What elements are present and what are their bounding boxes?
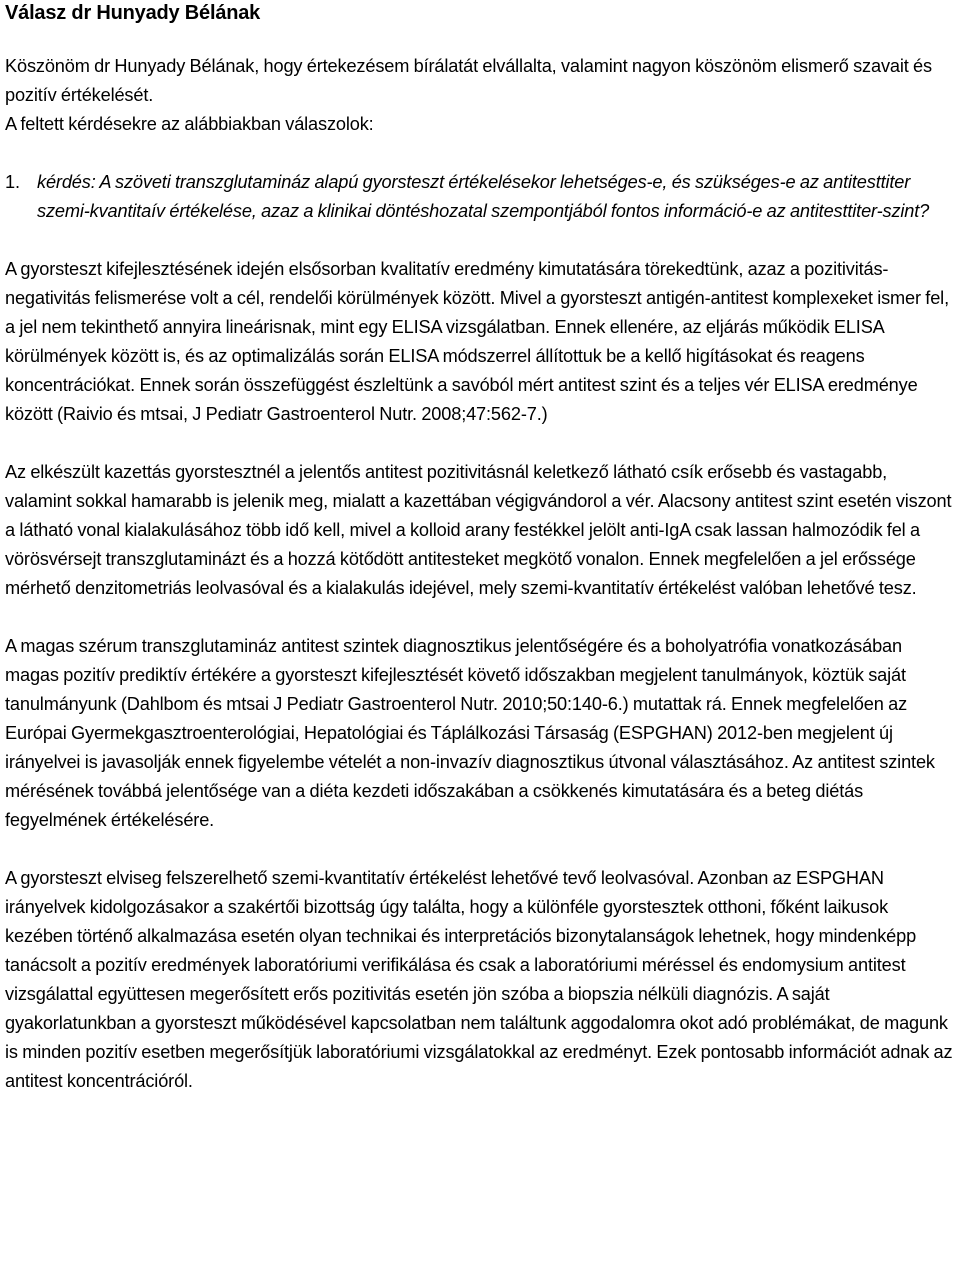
- intro-thanks: Köszönöm dr Hunyady Bélának, hogy értekezésem bírálatát elvállalta, valamint nagyon köszönöm elismerő szavait és pozitív értékelését.: [5, 56, 932, 105]
- answer-paragraph-2: Az elkészült kazettás gyorstesztnél a jelentős antitest pozitivitásnál keletkező látható csík erősebb és vastagabb, valamint sokkal hamarabb is jelenik meg, mialatt a kazettában végigvándorol a vér. Alacsony antitest szint esetén viszont a látható vonal kialakulásához több idő kell, mivel a kolloid arany festékkel jelölt anti-IgA csak lassan halmozódik fel a vörösvérsejt transzglutaminázt és a hozzá kötődött antitesteket megkötő vonalon. Ennek megfelelően a jel erőssége mérhető denzitometriás leolvasóval és a kialakulás idejével, mely szemi-kvantitatív értékelést valóban lehetővé tesz.: [5, 462, 952, 598]
- document-title: Válasz dr Hunyady Bélának: [5, 2, 261, 24]
- question-number: 1.: [5, 172, 20, 192]
- answer-paragraph-1: A gyorsteszt kifejlesztésének idején elsősorban kvalitatív eredmény kimutatására törekedtünk, azaz a pozitivitás-negativitás felismerése volt a cél, rendelői körülmények között. Mivel a gyorsteszt antigén-antitest komplexeket ismer fel, a jel nem tekinthető annyira lineárisnak, mint egy ELISA vizsgálatban. Ennek ellenére, az eljárás működik ELISA körülmények között is, és az optimalizálás során ELISA módszerrel állítottuk be a kellő higításokat és reagens koncentrációkat. Ennek során összefüggést észleltünk a savóból mért antitest szint és a teljes vér ELISA eredménye között (Raivio és mtsai, J Pediatr Gastroenterol Nutr. 2008;47:562-7.): [5, 259, 949, 424]
- question-1: [5, 168, 955, 226]
- answer-paragraph-3: A magas szérum transzglutamináz antitest szintek diagnosztikus jelentőségére és a boholyatrófia vonatkozásában magas pozitív prediktív értékére a gyorsteszt kifejlesztését követő időszakban megjelent tanulmányok, köztük saját tanulmányunk (Dahlbom és mtsai J Pediatr Gastroenterol Nutr. 2010;50:140-6.) mutattak rá. Ennek megfelelően az Európai Gyermekgasztroenterológiai, Hepatológiai és Táplálkozási Társaság (ESPGHAN) 2012-ben megjelent új irányelvei is javasolják ennek figyelembe vételét a non-invazív diagnosztikus útvonal választásához. Az antitest szintek mérésének továbbá jelentősége van a diéta kezdeti időszakában a csökkenés kimutatására és a beteg diétás fegyelmének értékelésére.: [5, 636, 935, 830]
- answer-paragraph-4: A gyorsteszt elviseg felszerelhető szemi-kvantitatív értékelést lehetővé tevő leolvasóval. Azonban az ESPGHAN irányelvek kidolgozásakor a szakértői bizottság úgy találta, hogy a különféle gyorstesztek otthoni, főként laikusok kezében történő alkalmazása esetén olyan technikai és interpretációs bizonytalanságok lehetnek, hogy mindenképp tanácsolt a pozitív eredmények laboratóriumi verifikálása és csak a laboratóriumi méréssel és endomysium antitest vizsgálattal együttesen megerősített erős pozitivitás esetén jön szóba a biopszia nélküli diagnózis. A saját gyakorlatunkban a gyorsteszt működésével kapcsolatban nem találtunk aggodalomra okot adó problémákat, de magunk is minden pozitív esetben megerősítjük laboratóriumi vizsgálatokkal az eredményt. Ezek pontosabb információt adnak az antitest koncentrációról.: [5, 868, 953, 1091]
- intro-lead: A feltett kérdésekre az alábbiakban válaszolok:: [5, 114, 374, 134]
- intro-block: [5, 52, 955, 139]
- question-text: kérdés: A szöveti transzglutamináz alapú gyorsteszt értékelésekor lehetséges-e, és szükséges-e az antitesttiter szemi-kvantitaív értékelése, azaz a klinikai döntéshozatal szempontjából fontos információ-e az antitesttiter-szint?: [37, 172, 930, 221]
- document-page: [5, 0, 955, 1096]
